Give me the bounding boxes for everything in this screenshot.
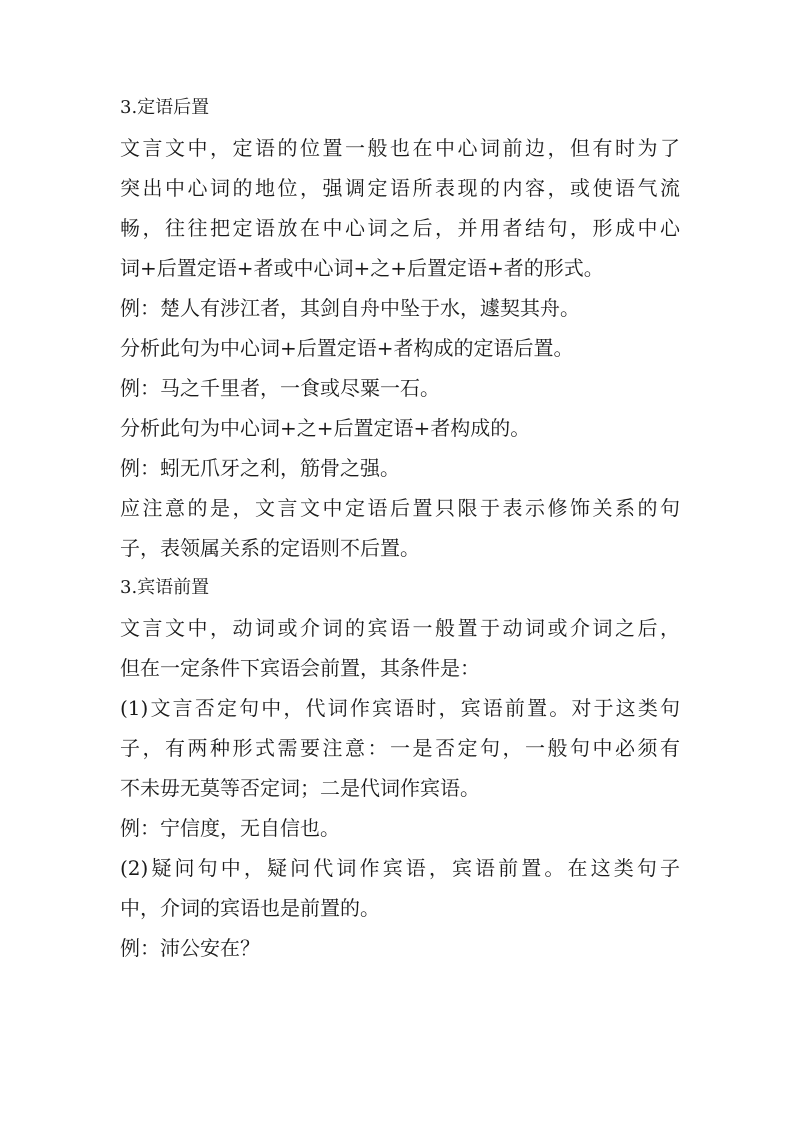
paragraph-object-intro bbox=[120, 608, 680, 688]
text-line: 子，表领属关系的定语则不后置。 bbox=[120, 536, 420, 560]
example-sentence: 例：沛公安在？ bbox=[120, 936, 260, 960]
text-line: 词+后置定语+者或中心词+之+后置定语+者的形式。 bbox=[120, 256, 604, 280]
text-line: 不未毋无莫等否定词；二是代词作宾语。 bbox=[120, 776, 480, 800]
example-sentence: 例：蚓无爪牙之利，筋骨之强。 bbox=[120, 456, 400, 480]
text-line: (1)文言否定句中，代词作宾语时，宾语前置。对于这类句 bbox=[120, 696, 680, 720]
paragraph-point-1 bbox=[120, 688, 680, 808]
text-line: 应注意的是，文言文中定语后置只限于表示修饰关系的句 bbox=[120, 496, 680, 520]
text-line: 子，有两种形式需要注意：一是否定句，一般句中必须有 bbox=[120, 736, 680, 760]
text-line: 突出中心词的地位，强调定语所表现的内容，或使语气流 bbox=[120, 176, 680, 200]
text-line: 文言文中，动词或介词的宾语一般置于动词或介词之后， bbox=[120, 616, 680, 640]
text-line: 文言文中，定语的位置一般也在中心词前边，但有时为了 bbox=[120, 136, 680, 160]
text-line: 畅，往往把定语放在中心词之后，并用者结句，形成中心 bbox=[120, 216, 680, 240]
text-line: (2)疑问句中，疑问代词作宾语，宾语前置。在这类句子 bbox=[120, 856, 680, 880]
section-heading-object-preposition: 3.宾语前置 bbox=[120, 577, 210, 598]
example-sentence: 例：马之千里者，一食或尽粟一石。 bbox=[120, 376, 440, 400]
analysis-sentence: 分析此句为中心词+后置定语+者构成的定语后置。 bbox=[120, 336, 574, 360]
paragraph-attributive-intro bbox=[120, 128, 680, 288]
paragraph-attributive-note bbox=[120, 488, 680, 568]
example-sentence: 例：宁信度，无自信也。 bbox=[120, 816, 340, 840]
analysis-sentence: 分析此句为中心词+之+后置定语+者构成的。 bbox=[120, 416, 531, 440]
text-line: 中，介词的宾语也是前置的。 bbox=[120, 896, 380, 920]
paragraph-point-2 bbox=[120, 848, 680, 928]
example-sentence: 例：楚人有涉江者，其剑自舟中坠于水，遽契其舟。 bbox=[120, 296, 580, 320]
document-body bbox=[120, 88, 680, 968]
section-heading-attributive-postposition: 3.定语后置 bbox=[120, 97, 210, 118]
text-line: 但在一定条件下宾语会前置，其条件是： bbox=[120, 656, 480, 680]
